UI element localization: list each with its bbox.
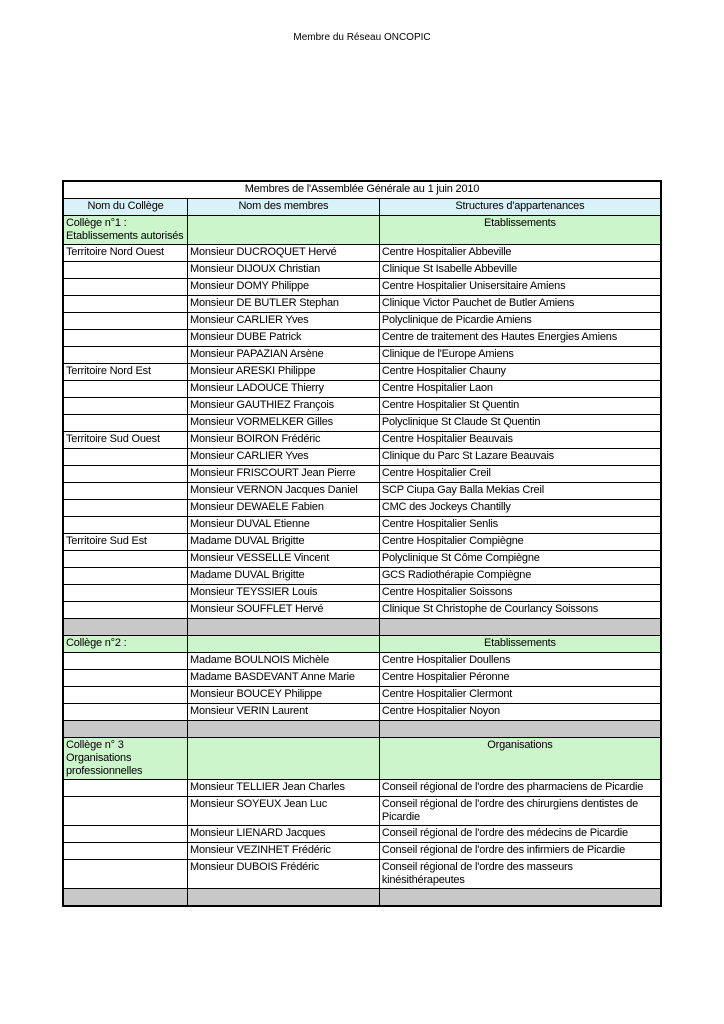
- member-name-cell: Monsieur DUBOIS Frédéric: [187, 860, 379, 889]
- college-cell: [63, 483, 187, 500]
- college-cell: [63, 398, 187, 415]
- structure-cell: Clinique St Isabelle Abbeville: [379, 262, 661, 279]
- table-row: [63, 296, 661, 313]
- structure-cell: Clinique de l'Europe Amiens: [379, 347, 661, 364]
- table-row: [63, 780, 661, 797]
- structure-cell: Conseil régional de l'ordre des infirmiers de Picardie: [379, 843, 661, 860]
- member-name-cell: Monsieur VORMELKER Gilles: [187, 415, 379, 432]
- table-row: [63, 843, 661, 860]
- table-row: [63, 534, 661, 551]
- column-header-college: Nom du Collège: [63, 199, 187, 216]
- member-name-cell: Madame BASDEVANT Anne Marie: [187, 670, 379, 687]
- member-name-cell: Monsieur VESSELLE Vincent: [187, 551, 379, 568]
- column-header-row: [63, 199, 661, 216]
- member-name-cell: [187, 721, 379, 738]
- college-cell: Territoire Nord Ouest: [63, 245, 187, 262]
- structure-cell: Centre Hospitalier St Quentin: [379, 398, 661, 415]
- college-cell: [63, 687, 187, 704]
- table-title-row: [63, 181, 661, 199]
- separator-row: [63, 619, 661, 636]
- structure-cell: Etablissements: [379, 216, 661, 245]
- structure-cell: Polyclinique St Côme Compiègne: [379, 551, 661, 568]
- table-row: [63, 704, 661, 721]
- college-cell: [63, 704, 187, 721]
- structure-cell: Polyclinique de Picardie Amiens: [379, 313, 661, 330]
- member-name-cell: Monsieur BOIRON Frédéric: [187, 432, 379, 449]
- college-cell: [63, 653, 187, 670]
- college-cell: [63, 296, 187, 313]
- table-row: [63, 860, 661, 889]
- college-cell: [63, 889, 187, 907]
- college-cell: [63, 381, 187, 398]
- college-cell: [63, 585, 187, 602]
- member-name-cell: [187, 889, 379, 907]
- member-name-cell: Monsieur LIENARD Jacques: [187, 826, 379, 843]
- table-row: [63, 797, 661, 826]
- table-row: [63, 364, 661, 381]
- member-name-cell: Monsieur CARLIER Yves: [187, 449, 379, 466]
- structure-cell: Clinique St Christophe de Courlancy Soissons: [379, 602, 661, 619]
- structure-cell: Polyclinique St Claude St Quentin: [379, 415, 661, 432]
- structure-cell: Clinique du Parc St Lazare Beauvais: [379, 449, 661, 466]
- structure-cell: Centre Hospitalier Laon: [379, 381, 661, 398]
- member-name-cell: [187, 636, 379, 653]
- college-cell: [63, 415, 187, 432]
- structure-cell: Conseil régional de l'ordre des chirurgiens dentistes de Picardie: [379, 797, 661, 826]
- structure-cell: Clinique Victor Pauchet de Butler Amiens: [379, 296, 661, 313]
- table-row: [63, 568, 661, 585]
- table-title: Membres de l'Assemblée Générale au 1 juin 2010: [63, 181, 661, 199]
- member-name-cell: Madame DUVAL Brigitte: [187, 534, 379, 551]
- college-section-row: [63, 636, 661, 653]
- member-name-cell: [187, 619, 379, 636]
- structure-cell: Centre Hospitalier Beauvais: [379, 432, 661, 449]
- college-cell: [63, 279, 187, 296]
- structure-cell: [379, 889, 661, 907]
- page-header: Membre du Réseau ONCOPIC: [293, 32, 431, 43]
- table-row: [63, 483, 661, 500]
- college-cell: [63, 826, 187, 843]
- table-row: [63, 347, 661, 364]
- structure-cell: Centre Hospitalier Noyon: [379, 704, 661, 721]
- member-name-cell: Monsieur ARESKI Philippe: [187, 364, 379, 381]
- table-row: [63, 245, 661, 262]
- college-cell: Collège n° 3 Organisations professionnelles: [63, 738, 187, 780]
- member-name-cell: Monsieur DUVAL Etienne: [187, 517, 379, 534]
- structure-cell: [379, 619, 661, 636]
- college-cell: Territoire Nord Est: [63, 364, 187, 381]
- college-cell: [63, 721, 187, 738]
- college-cell: [63, 500, 187, 517]
- structure-cell: Conseil régional de l'ordre des pharmaciens de Picardie: [379, 780, 661, 797]
- member-name-cell: Monsieur DUCROQUET Hervé: [187, 245, 379, 262]
- member-name-cell: Monsieur VERNON Jacques Daniel: [187, 483, 379, 500]
- separator-row: [63, 889, 661, 907]
- member-name-cell: Monsieur DIJOUX Christian: [187, 262, 379, 279]
- college-cell: [63, 619, 187, 636]
- structure-cell: SCP Ciupa Gay Balla Mekias Creil: [379, 483, 661, 500]
- structure-cell: CMC des Jockeys Chantilly: [379, 500, 661, 517]
- college-cell: Territoire Sud Ouest: [63, 432, 187, 449]
- college-cell: [63, 330, 187, 347]
- structure-cell: Etablissements: [379, 636, 661, 653]
- table-row: [63, 500, 661, 517]
- table-row: [63, 517, 661, 534]
- member-name-cell: Monsieur DOMY Philippe: [187, 279, 379, 296]
- college-cell: [63, 262, 187, 279]
- structure-cell: [379, 721, 661, 738]
- structure-cell: Centre Hospitalier Clermont: [379, 687, 661, 704]
- member-name-cell: Monsieur VEZINHET Frédéric: [187, 843, 379, 860]
- table-row: [63, 670, 661, 687]
- separator-row: [63, 721, 661, 738]
- table-row: [63, 826, 661, 843]
- structure-cell: Centre Hospitalier Senlis: [379, 517, 661, 534]
- college-cell: [63, 347, 187, 364]
- member-name-cell: Monsieur TELLIER Jean Charles: [187, 780, 379, 797]
- member-name-cell: Monsieur DEWAELE Fabien: [187, 500, 379, 517]
- members-table: [62, 180, 662, 907]
- member-name-cell: Monsieur VERIN Laurent: [187, 704, 379, 721]
- college-cell: Territoire Sud Est: [63, 534, 187, 551]
- college-cell: [63, 670, 187, 687]
- member-name-cell: Monsieur TEYSSIER Louis: [187, 585, 379, 602]
- structure-cell: Centre Hospitalier Doullens: [379, 653, 661, 670]
- member-name-cell: [187, 216, 379, 245]
- table-row: [63, 687, 661, 704]
- college-cell: [63, 860, 187, 889]
- college-cell: [63, 517, 187, 534]
- member-name-cell: Monsieur SOYEUX Jean Luc: [187, 797, 379, 826]
- structure-cell: Conseil régional de l'ordre des médecins de Picardie: [379, 826, 661, 843]
- structure-cell: Centre Hospitalier Abbeville: [379, 245, 661, 262]
- table-row: [63, 585, 661, 602]
- member-name-cell: Monsieur LADOUCE Thierry: [187, 381, 379, 398]
- college-cell: [63, 466, 187, 483]
- college-cell: Collège n°2 :: [63, 636, 187, 653]
- table-row: [63, 279, 661, 296]
- structure-cell: GCS Radiothérapie Compiègne: [379, 568, 661, 585]
- structure-cell: Centre Hospitalier Soissons: [379, 585, 661, 602]
- structure-cell: Centre Hospitalier Péronne: [379, 670, 661, 687]
- table-row: [63, 381, 661, 398]
- table-row: [63, 415, 661, 432]
- college-cell: [63, 568, 187, 585]
- college-cell: [63, 551, 187, 568]
- college-cell: [63, 313, 187, 330]
- column-header-structures: Structures d'appartenances: [379, 199, 661, 216]
- college-section-row: [63, 216, 661, 245]
- member-name-cell: Madame DUVAL Brigitte: [187, 568, 379, 585]
- table-row: [63, 466, 661, 483]
- table-row: [63, 330, 661, 347]
- table-row: [63, 313, 661, 330]
- table-row: [63, 653, 661, 670]
- structure-cell: Centre Hospitalier Chauny: [379, 364, 661, 381]
- column-header-members: Nom des membres: [187, 199, 379, 216]
- college-section-row: [63, 738, 661, 780]
- member-name-cell: Monsieur SOUFFLET Hervé: [187, 602, 379, 619]
- structure-cell: Centre Hospitalier Unisersitaire Amiens: [379, 279, 661, 296]
- table-row: [63, 602, 661, 619]
- member-name-cell: Monsieur CARLIER Yves: [187, 313, 379, 330]
- member-name-cell: Monsieur FRISCOURT Jean Pierre: [187, 466, 379, 483]
- college-cell: [63, 797, 187, 826]
- college-cell: [63, 843, 187, 860]
- structure-cell: Centre Hospitalier Creil: [379, 466, 661, 483]
- college-cell: Collège n°1 : Etablissements autorisés: [63, 216, 187, 245]
- table-row: [63, 262, 661, 279]
- college-cell: [63, 602, 187, 619]
- table-row: [63, 449, 661, 466]
- member-name-cell: Monsieur DE BUTLER Stephan: [187, 296, 379, 313]
- college-cell: [63, 780, 187, 797]
- college-cell: [63, 449, 187, 466]
- table-row: [63, 432, 661, 449]
- member-name-cell: Madame BOULNOIS Michèle: [187, 653, 379, 670]
- member-name-cell: Monsieur BOUCEY Philippe: [187, 687, 379, 704]
- table-row: [63, 551, 661, 568]
- structure-cell: Centre Hospitalier Compiègne: [379, 534, 661, 551]
- member-name-cell: Monsieur DUBE Patrick: [187, 330, 379, 347]
- table-row: [63, 398, 661, 415]
- structure-cell: Organisations: [379, 738, 661, 780]
- member-name-cell: Monsieur GAUTHIEZ François: [187, 398, 379, 415]
- structure-cell: Centre de traitement des Hautes Energies Amiens: [379, 330, 661, 347]
- member-name-cell: Monsieur PAPAZIAN Arsène: [187, 347, 379, 364]
- structure-cell: Conseil régional de l'ordre des masseurs kinésithérapeutes: [379, 860, 661, 889]
- member-name-cell: [187, 738, 379, 780]
